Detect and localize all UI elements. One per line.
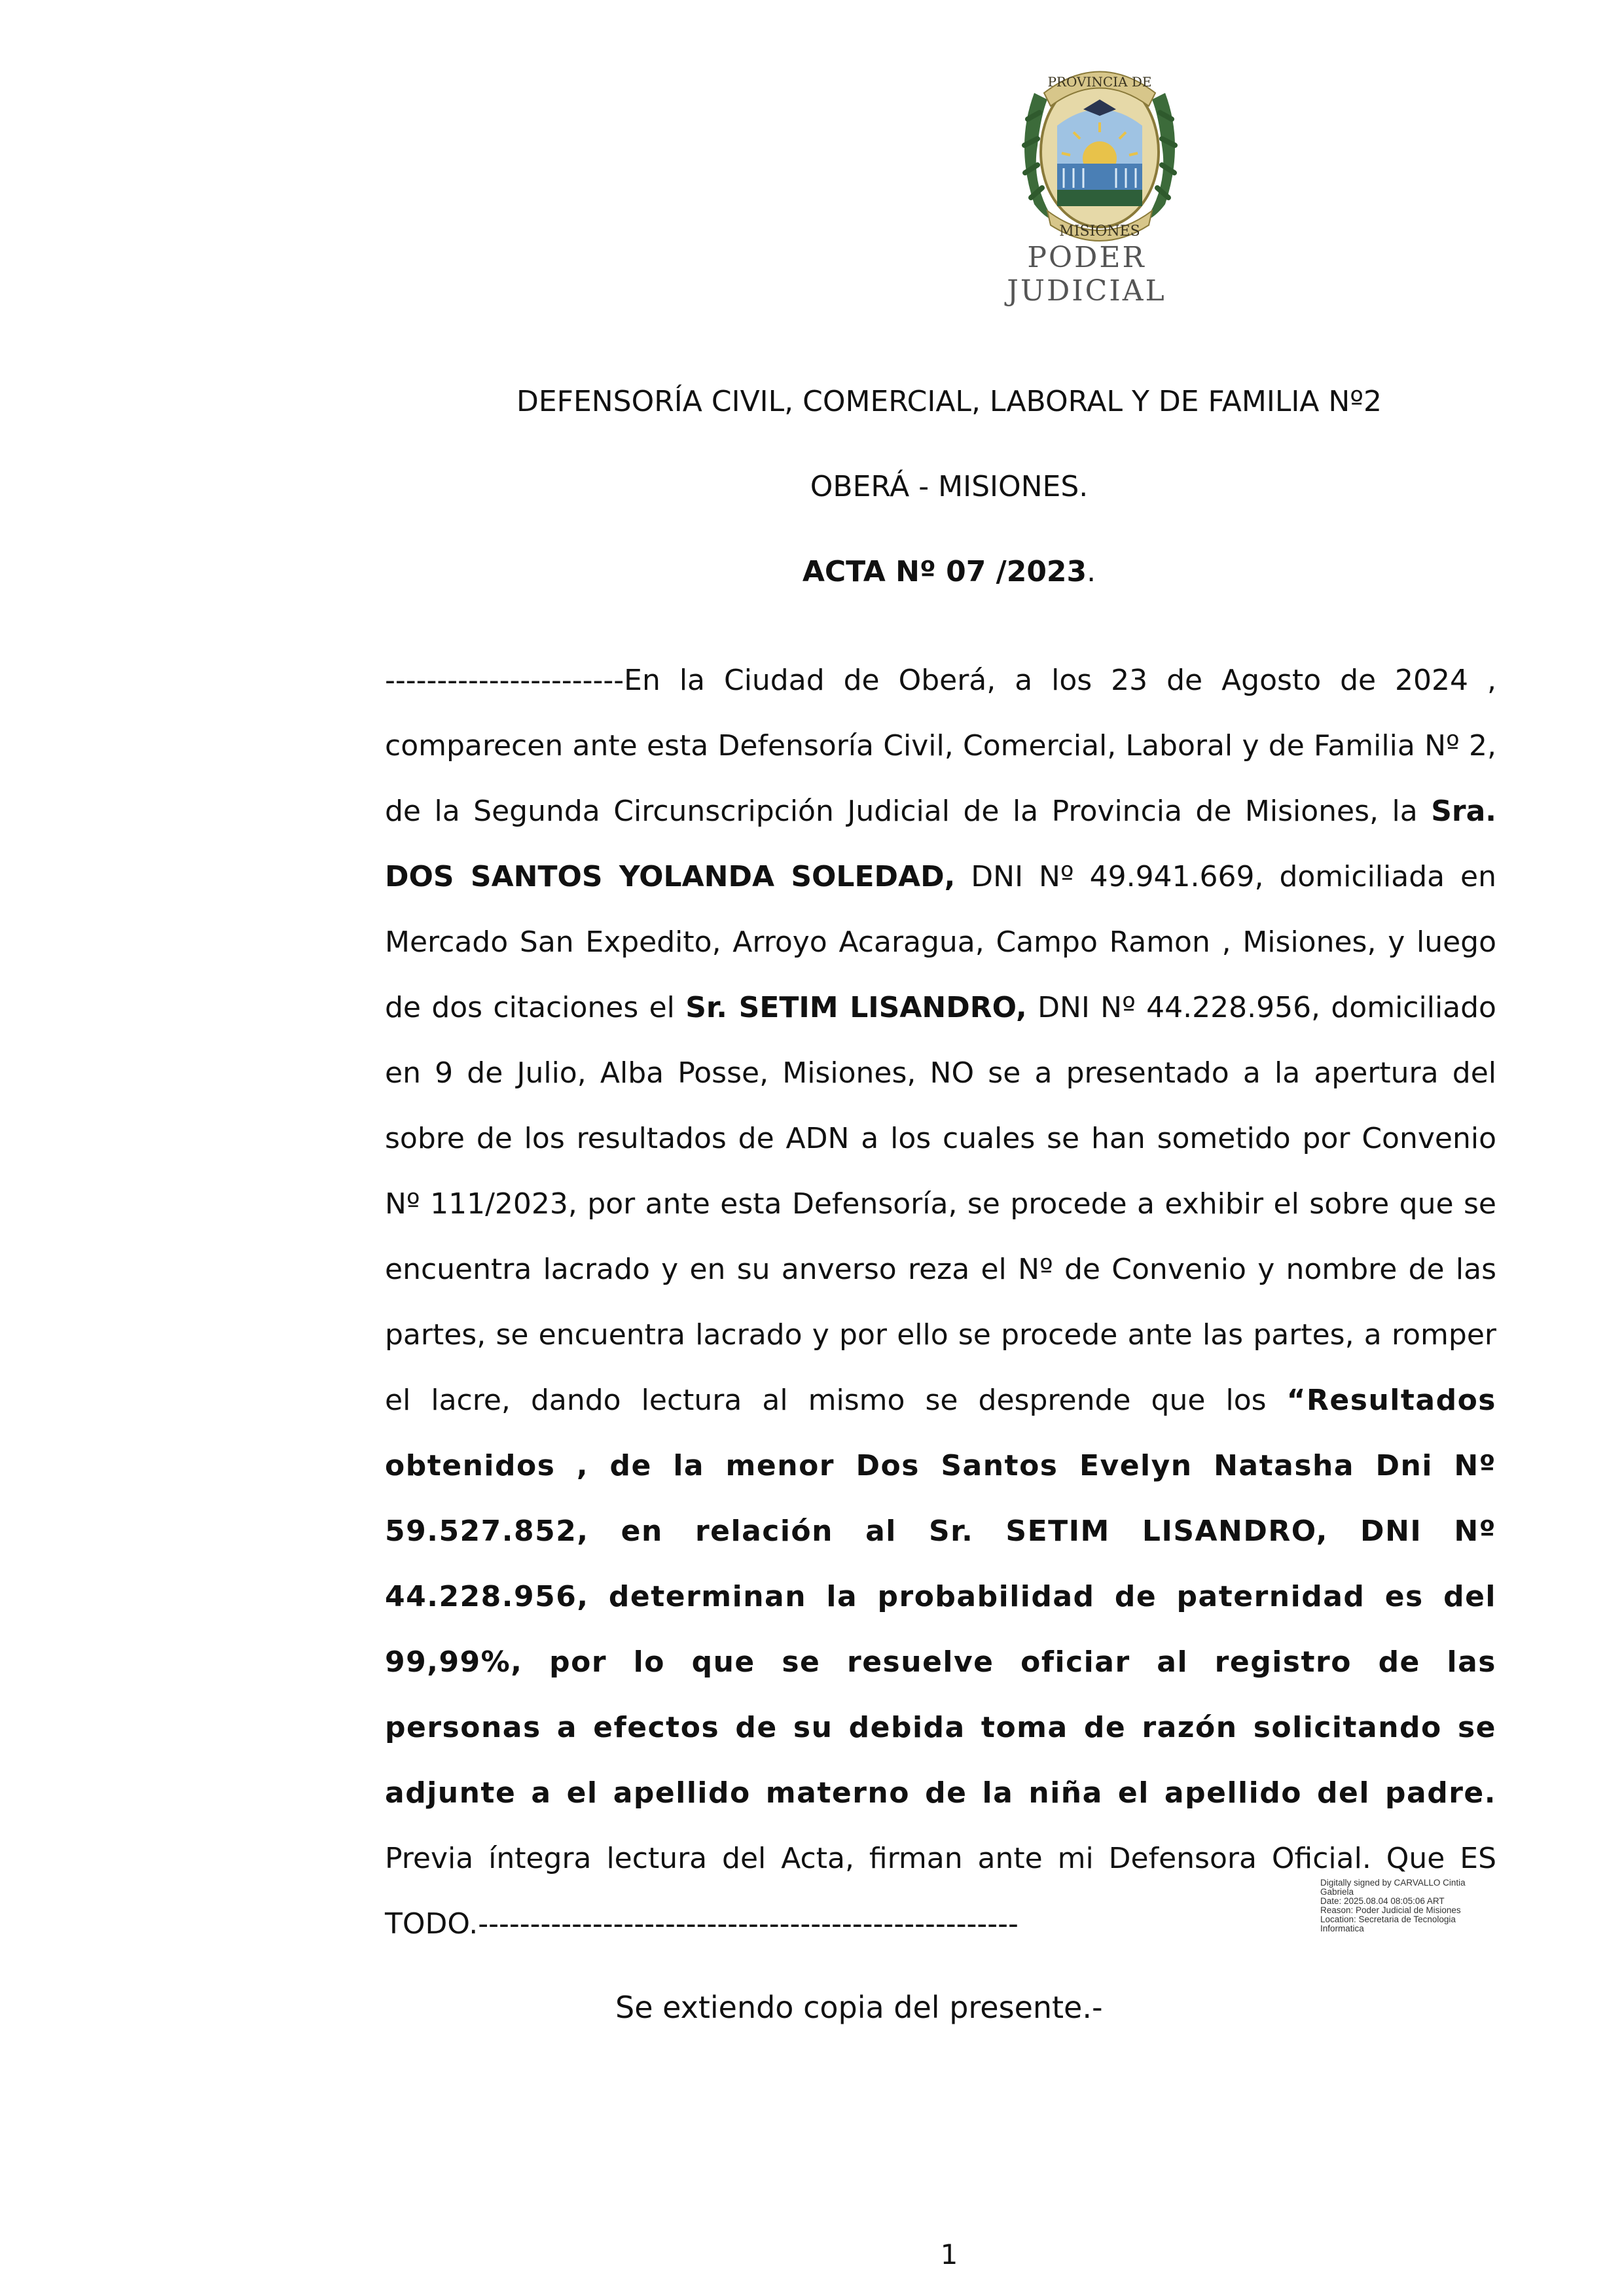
body-part-4: Previa íntegra lectura del Acta, firman ante mi Defensora Oficial. Que ES TODO. (385, 1842, 1496, 1941)
signature-line-3: Date: 2025.08.04 08:05:06 ART (1320, 1896, 1445, 1906)
acta-number (196, 555, 1624, 588)
seal-icon (1008, 54, 1191, 250)
page-number: 1 (940, 2238, 958, 2270)
acta-number-period: . (1087, 555, 1096, 588)
seal-water (1057, 164, 1142, 190)
office-location: OBERÁ - MISIONES. (810, 470, 1089, 503)
ribbon-text-bottom: MISIONES (1059, 223, 1140, 240)
body-trailing-dashes: ---------------------------------------------------- (478, 1907, 1019, 1941)
ribbon-text-top: PROVINCIA DE (1047, 74, 1152, 90)
digital-signature (1320, 1878, 1510, 1933)
body-bold-respondent: Sr. SETIM LISANDRO, (685, 991, 1027, 1024)
office-title: DEFENSORÍA CIVIL, COMERCIAL, LABORAL Y DE FAMILIA Nº2 (516, 385, 1382, 418)
acta-number-bold: ACTA Nº 07 /2023 (802, 555, 1087, 588)
signature-line-5: Location: Secretaria de Tecnologia (1320, 1914, 1456, 1924)
body-part-3: DNI Nº 44.228.956, domiciliado en 9 de Julio, Alba Posse, Misiones, NO se a presentado a la apertura del sobre de los resultados de ADN a los cuales se han sometido por Convenio Nº 111/2023, por ante esta Defensoría, se procede a exhibir el sobre que se encuentra lacrado y en su anverso reza el Nº de Convenio y nombre de las partes, se encuentra lacrado y por ello se procede ante las partes, a romper el lacre, dando lectura al mismo se desprende que los (385, 991, 1496, 1417)
acta-body (385, 648, 1496, 1957)
signature-line-1: Digitally signed by CARVALLO Cintia (1320, 1878, 1466, 1888)
body-bold-applicant: Sra. DOS SANTOS YOLANDA SOLEDAD, (385, 795, 1496, 893)
body-bold-results: “Resultados obtenidos , de la menor Dos Santos Evelyn Natasha Dni Nº 59.527.852, en relación al Sr. SETIM LISANDRO, DNI Nº 44.228.956, determinan la probabilidad de paternidad es del 99,99%, por lo que se resuelve oficiar al registro de las personas a efectos de su debida toma de razón solicitando se adjunte a el apellido materno de la niña el apellido del padre. (385, 1384, 1496, 1810)
signature-line-6: Informatica (1320, 1924, 1364, 1933)
copy-note: Se extiendo copia del presente.- (615, 1990, 1103, 2025)
emblem-caption: PODER JUDICIAL (1007, 241, 1166, 308)
seal-land (1057, 190, 1142, 206)
body-part-2: DNI Nº 49.941.669, domiciliada en Mercado San Expedito, Arroyo Acaragua, Campo Ramon , Misiones, y luego de dos citaciones el (385, 860, 1497, 1024)
signature-line-4: Reason: Poder Judicial de Misiones (1320, 1905, 1461, 1915)
signature-line-2: Gabriela (1320, 1887, 1354, 1897)
provincia-misiones-seal (1008, 54, 1191, 250)
body-part-1: -----------------------En la Ciudad de Oberá, a los 23 de Agosto de 2024 , comparecen ante esta Defensoría Civil, Comercial, Laboral y de Familia Nº 2, de la Segunda Circunscripción Judicial de la Provincia de Misiones, la (385, 664, 1496, 828)
